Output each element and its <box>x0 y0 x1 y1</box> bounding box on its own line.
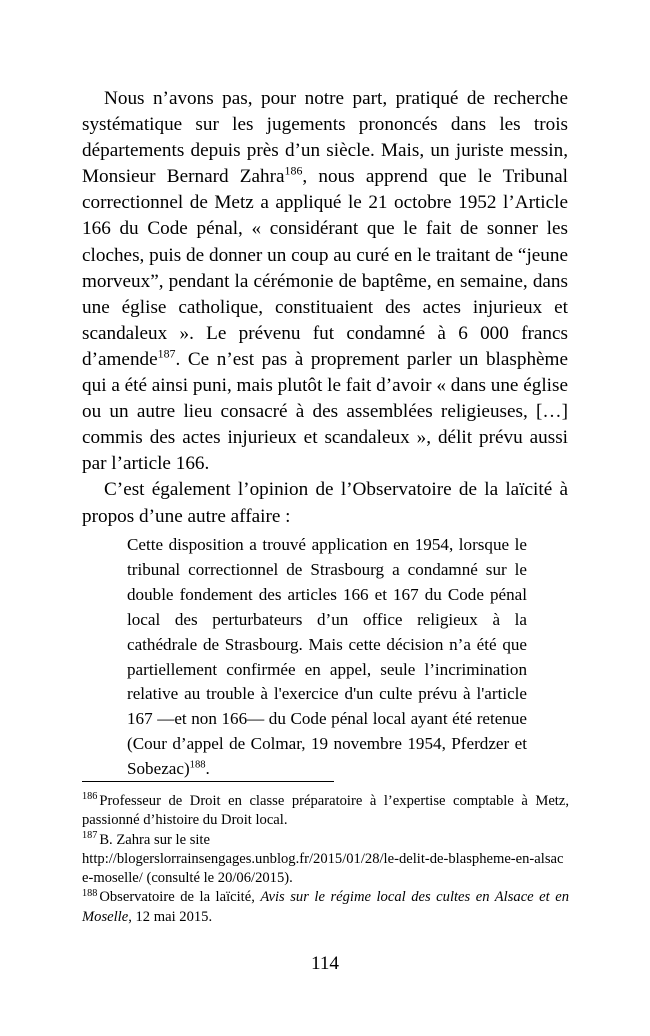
footnote-187 <box>82 831 569 889</box>
footnote-187-consulted-note: (consulté le 20/06/2015). <box>146 870 293 887</box>
quotation-paragraph <box>127 533 527 782</box>
paragraph-1-text-mid: , nous apprend que le Tribunal correctionnel de Metz a appliqué le 21 octobre 1952 l’Article 166 du Code pénal, « considérant que le fait de sonner les cloches, puis de donner un coup au curé en le traitant de “jeune morveux”, pendant la cérémonie de baptême, en semaine, dans une église catholique, constituaient des actes injurieux et scandaleux ». Le prévenu fut condamné à 6 000 francs d’amende <box>82 166 568 370</box>
footnote-188-text-lead: Observatoire de la laïcité, <box>99 889 261 906</box>
footnote-ref-188[interactable]: 188 <box>189 759 206 771</box>
paragraph-1 <box>82 86 568 477</box>
quotation-text-before-ref: Cette disposition a trouvé application en 1954, lorsque le tribunal correctionnel de Strasbourg a condamné sur le double fondement des articles 166 et 167 du Code pénal local des perturbateurs d’un office religieux à la cathédrale de Strasbourg. Mais cette décision n’a été que partiellement confirmée en appel, seule l’incrimination relative au trouble à l'exercice d'un culte prévu à l'article 167 —et non 166— du Code pénal local ayant été retenue (Cour d’appel de Colmar, 19 novembre 1954, Pferdzer et Sobezac) <box>127 535 527 779</box>
footnote-187-url[interactable]: http://blogerslorrainsengages.unblog.fr/2015/01/28/le-delit-de-blaspheme-en-alsace-moselle/ <box>82 850 564 887</box>
paragraph-1-text-before-ref: Nous n’avons pas, pour notre part, pratiqué de recherche systématique sur les jugements prononcés dans les trois départements depuis près d’un siècle. Mais, un juriste messin, Monsieur Bernard Zahra <box>82 88 568 188</box>
footnote-ref-186[interactable]: 186 <box>284 163 303 178</box>
footnote-188 <box>82 888 569 927</box>
footnote-ref-187[interactable]: 187 <box>157 346 176 361</box>
paragraph-1-text-after-ref: . Ce n’est pas à proprement parler un blasphème qui a été ainsi puni, mais plutôt le fait d’avoir « dans une église ou un autre lieu consacré à des assemblées religieuses, […] commis des actes injurieux et scandaleux », délit prévu aussi par l’article 166. <box>82 348 568 475</box>
footnote-number-188: 188 <box>82 887 98 899</box>
footnotes-block <box>82 792 569 927</box>
footnote-186 <box>82 792 569 831</box>
paragraph-2-text: C’est également l’opinion de l’Observatoire de la laïcité à propos d’une autre affaire : <box>82 479 568 527</box>
footnote-separator-rule <box>82 781 334 782</box>
body-text-block <box>82 86 568 530</box>
footnote-188-text-tail: , 12 mai 2015. <box>128 908 213 925</box>
paragraph-2 <box>82 477 568 529</box>
footnote-number-186: 186 <box>82 791 98 803</box>
page-number: 114 <box>310 953 340 974</box>
quotation-text-after-ref: . <box>205 759 210 779</box>
block-quotation <box>127 533 527 782</box>
footnote-number-187: 187 <box>82 829 98 841</box>
footnote-186-text: Professeur de Droit en classe préparatoire à l’expertise comptable à Metz, passionné d’histoire du Droit local. <box>82 793 569 829</box>
footnote-187-text-lead: B. Zahra sur le site <box>99 831 210 848</box>
footnote-188-title: Avis sur le régime local des cultes en Alsace et en Moselle <box>82 889 569 925</box>
